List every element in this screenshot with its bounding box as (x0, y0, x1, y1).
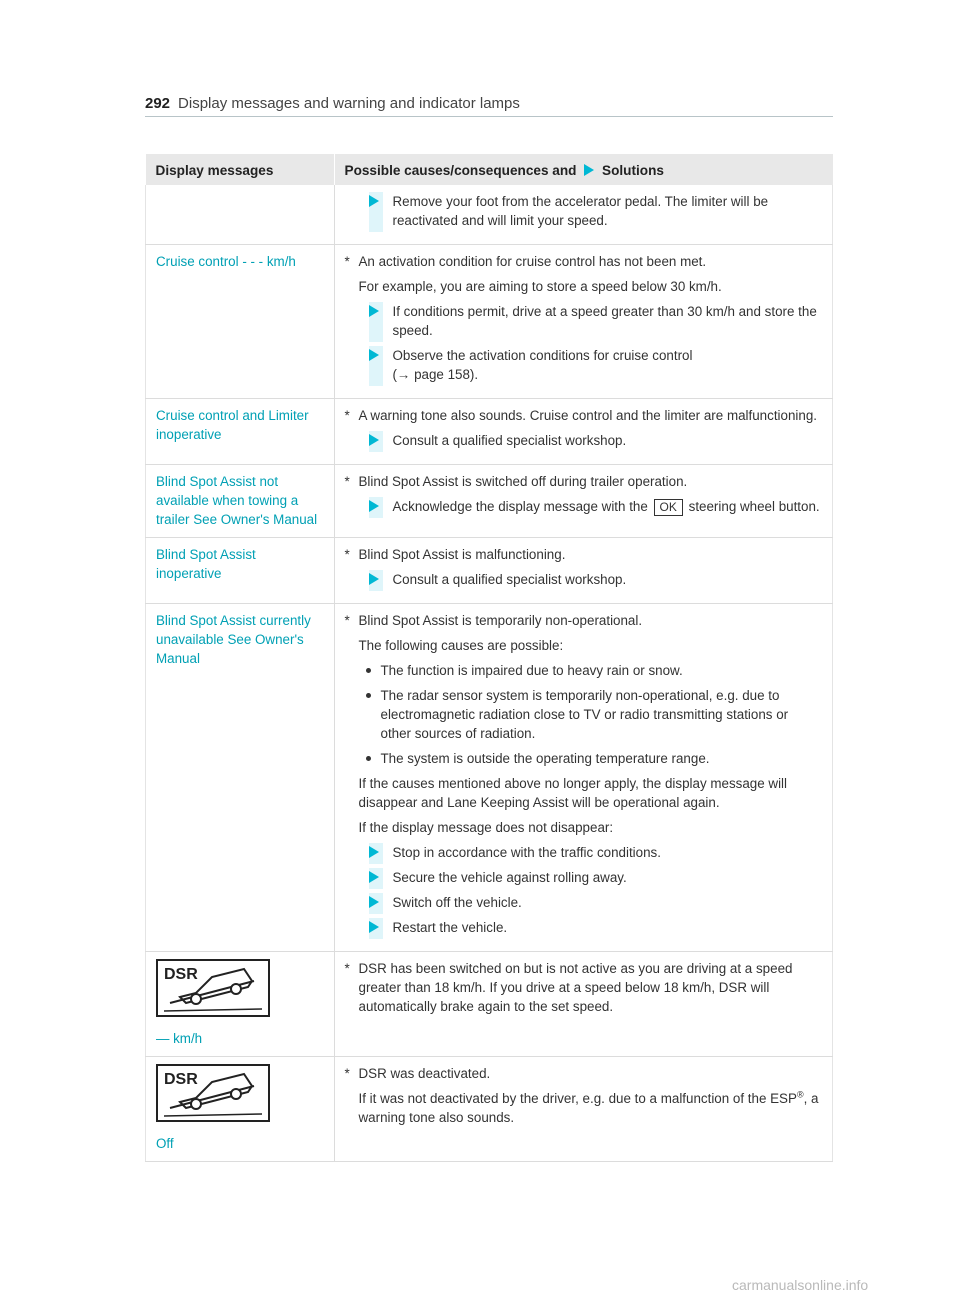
col-header-causes-solutions (334, 154, 833, 185)
solution-cell (334, 245, 833, 399)
solution-step: Consult a qualified specialist workshop. (369, 431, 823, 452)
note-text: If the display message does not disappear: (358, 820, 614, 835)
solution-step: Observe the activation conditions for cruise control (→ page 158). (369, 346, 823, 386)
table-row (146, 465, 833, 538)
table-row (146, 538, 833, 604)
solution-step: Remove your foot from the accelerator pedal. The limiter will be reactivated and will limit your speed. (369, 192, 823, 232)
solution-step: Restart the vehicle. (369, 918, 823, 939)
col2-prefix: Possible causes/consequences and (344, 162, 577, 178)
header-rule (145, 116, 833, 117)
page-header (145, 95, 833, 113)
table-row (146, 1057, 833, 1162)
message-cell: Blind Spot Assist inoperative (146, 538, 335, 604)
list-item: The radar sensor system is temporarily non-operational, e.g. due to electromagnetic radiation close to TV or radio transmitting stations or other sources of radiation. (359, 686, 823, 743)
solution-arrow-icon (369, 846, 379, 858)
cause-text: * Blind Spot Assist is malfunctioning. (344, 547, 566, 562)
dsr-speed-label: — km/h (156, 1031, 203, 1046)
page-title: Display messages and warning and indicator lamps (178, 95, 520, 112)
solution-arrow-icon (369, 896, 379, 908)
solution-cell (334, 185, 833, 245)
cause-text: * DSR was deactivated. (344, 1066, 491, 1081)
solution-step: Secure the vehicle against rolling away. (369, 868, 823, 889)
cause-text: * A warning tone also sounds. Cruise control and the limiter are malfunctioning. (344, 408, 818, 423)
cause-text: * Blind Spot Assist is temporarily non-operational. (344, 613, 643, 628)
svg-text:DSR: DSR (164, 1071, 198, 1088)
solution-arrow-icon (584, 164, 594, 176)
message-cell: Cruise control and Limiter inoperative (146, 399, 335, 465)
table-row (146, 399, 833, 465)
note-text: If it was not deactivated by the driver, e.g. due to a malfunction of the ESP®, a warning tone also sounds. (358, 1089, 819, 1125)
solution-step: Consult a qualified specialist workshop. (369, 570, 823, 591)
solution-cell (334, 604, 833, 952)
solution-cell (334, 538, 833, 604)
dsr-icon (156, 1064, 270, 1122)
solution-arrow-icon (369, 573, 379, 585)
cause-text: * Blind Spot Assist is switched off during trailer operation. (344, 474, 688, 489)
message-cell: Blind Spot Assist currently unavailable See Owner's Manual (146, 604, 335, 952)
watermark: carmanualsonline.info (732, 1277, 869, 1293)
cause-text: * DSR has been switched on but is not active as you are driving at a speed greater than 18 km/h. If you drive at a speed below 18 km/h, DSR will automatically brake again to the set speed. (344, 961, 793, 1014)
message-cell (146, 952, 335, 1057)
cause-list (359, 661, 823, 768)
cause-text: * An activation condition for cruise control has not been met. (344, 254, 707, 269)
col-header-display-messages: Display messages (146, 154, 335, 185)
col2-suffix: Solutions (602, 162, 664, 178)
note-text: For example, you are aiming to store a speed below 30 km/h. (358, 279, 722, 294)
table-row (146, 952, 833, 1057)
display-messages-table (145, 154, 833, 1162)
table-row (146, 185, 833, 245)
solution-step: Acknowledge the display message with the OK steering wheel button. (369, 497, 823, 518)
table-header-row (146, 154, 833, 185)
message-cell (146, 1057, 335, 1162)
solution-arrow-icon (369, 305, 379, 317)
list-item: The system is outside the operating temperature range. (359, 749, 823, 768)
solution-cell (334, 465, 833, 538)
ok-button-icon: OK (654, 499, 683, 516)
table-row (146, 245, 833, 399)
message-cell: Blind Spot Assist not available when towing a trailer See Owner's Manual (146, 465, 335, 538)
page-reference-link[interactable]: (→ page 158). (392, 367, 479, 382)
solution-cell (334, 399, 833, 465)
solution-arrow-icon (369, 349, 379, 361)
dsr-icon (156, 959, 270, 1017)
table-row (146, 604, 833, 952)
note-text: If the causes mentioned above no longer apply, the display message will disappear and Lane Keeping Assist will be operational again. (358, 776, 788, 810)
svg-text:DSR: DSR (164, 966, 198, 983)
solution-arrow-icon (369, 195, 379, 207)
solution-arrow-icon (369, 871, 379, 883)
solution-arrow-icon (369, 434, 379, 446)
solution-step: Switch off the vehicle. (369, 893, 823, 914)
page-number: 292 (145, 95, 171, 112)
solution-arrow-icon (369, 500, 379, 512)
message-cell: Cruise control - - - km/h (146, 245, 335, 399)
dsr-off-label: Off (156, 1136, 174, 1151)
note-text: The following causes are possible: (358, 638, 564, 653)
solution-cell (334, 1057, 833, 1162)
solution-cell (334, 952, 833, 1057)
list-item: The function is impaired due to heavy rain or snow. (359, 661, 823, 680)
solution-step: If conditions permit, drive at a speed greater than 30 km/h and store the speed. (369, 302, 823, 342)
solution-arrow-icon (369, 921, 379, 933)
message-cell (146, 185, 335, 245)
solution-step: Stop in accordance with the traffic conditions. (369, 843, 823, 864)
